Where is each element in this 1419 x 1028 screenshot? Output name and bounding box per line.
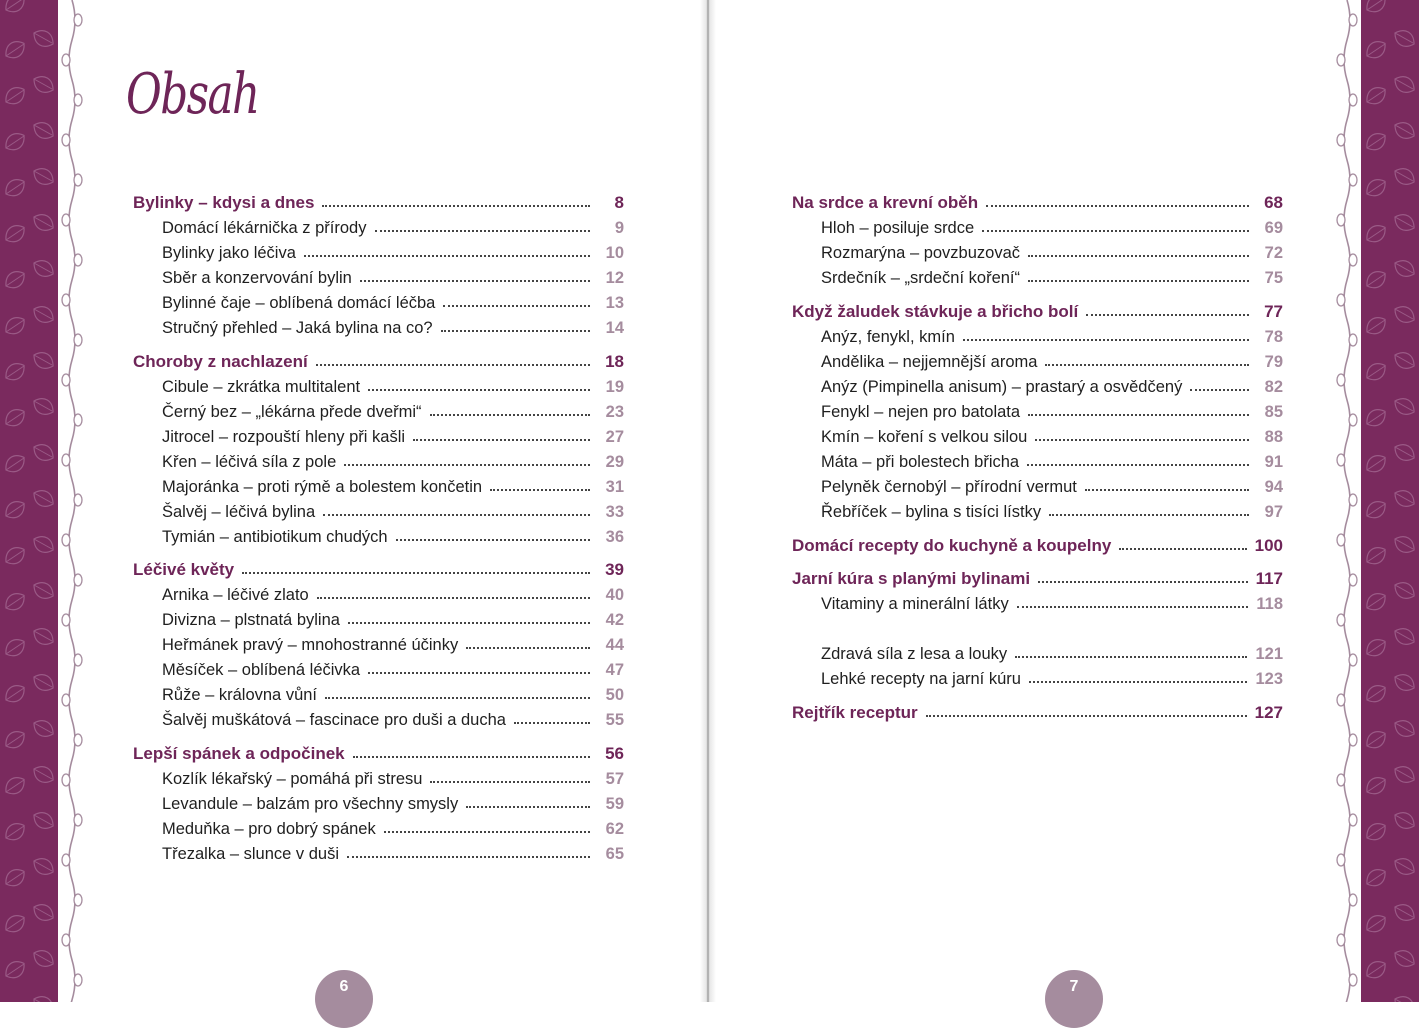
- toc-entry-label: Máta – při bolestech břicha: [821, 453, 1020, 471]
- toc-entry-page: 47: [605, 661, 624, 679]
- toc-chapter-entry: [792, 189, 1283, 213]
- dot-leader: [344, 464, 590, 466]
- toc-entry-label: Křen – léčivá síla z pole: [162, 453, 337, 471]
- toc-entry-label: Bylinky jako léčiva: [162, 244, 296, 262]
- toc-entry-label: Majoránka – proti rýmě a bolestem končetin: [162, 478, 483, 496]
- dot-leader: [1085, 489, 1249, 491]
- page-title: Obsah: [126, 62, 259, 127]
- dot-leader: [368, 672, 590, 674]
- toc-entry: [162, 264, 624, 288]
- dot-leader: [325, 697, 590, 699]
- page-number-right: 7: [1045, 970, 1103, 1028]
- dot-leader: [466, 647, 590, 649]
- toc-entry-label: Anýz (Pimpinella anisum) – prastarý a osvědčený: [821, 378, 1183, 396]
- toc-entry: [162, 214, 624, 238]
- toc-entry: [821, 323, 1283, 347]
- left-decorative-border: [0, 0, 58, 1002]
- toc-entry-label: Andělika – nejjemnější aroma: [821, 353, 1038, 371]
- toc-entry-page: 44: [605, 636, 624, 654]
- toc-entry: [821, 448, 1283, 472]
- dot-leader: [1015, 656, 1247, 658]
- toc-entry-page: 10: [605, 244, 624, 262]
- dot-leader: [1028, 414, 1249, 416]
- dot-leader: [322, 205, 590, 207]
- toc-entry-page: 100: [1254, 536, 1283, 555]
- dot-leader: [926, 715, 1247, 717]
- toc-entry: [162, 423, 624, 447]
- dot-leader: [986, 205, 1249, 207]
- toc-entry-label: Cibule – zkrátka multitalent: [162, 378, 361, 396]
- toc-entry-page: 29: [605, 453, 624, 471]
- toc-entry-page: 77: [1264, 302, 1283, 321]
- vine-ornament-icon: [1333, 0, 1361, 1002]
- dot-leader: [963, 339, 1249, 341]
- toc-entry-page: 23: [605, 403, 624, 421]
- toc-entry-label: Kmín – koření s velkou silou: [821, 428, 1028, 446]
- toc-entry-label: Divizna – plstnatá bylina: [162, 611, 340, 629]
- toc-entry-page: 50: [605, 686, 624, 704]
- dot-leader: [1027, 464, 1249, 466]
- toc-entry-page: 40: [605, 586, 624, 604]
- dot-leader: [514, 722, 590, 724]
- toc-entry-page: 94: [1264, 478, 1283, 496]
- toc-entry: [821, 348, 1283, 372]
- dot-leader: [1028, 280, 1249, 282]
- toc-entry-page: 118: [1256, 595, 1283, 613]
- page-number-left: 6: [315, 970, 373, 1028]
- toc-entry-page: 8: [614, 193, 624, 212]
- toc-entry: [162, 790, 624, 814]
- dot-leader: [1035, 439, 1249, 441]
- toc-entry-label: Srdečník – „srdeční koření“: [821, 269, 1020, 287]
- toc-entry: [162, 373, 624, 397]
- toc-entry-label: Měsíček – oblíbená léčivka: [162, 661, 361, 679]
- toc-entry-label: Tymián – antibiotikum chudých: [162, 528, 388, 546]
- toc-entry: [162, 840, 624, 864]
- dot-leader: [1038, 581, 1247, 583]
- toc-entry-label: Stručný přehled – Jaká bylina na co?: [162, 319, 433, 337]
- dot-leader: [430, 781, 590, 783]
- toc-entry-page: 27: [605, 428, 624, 446]
- toc-entry-page: 55: [605, 711, 624, 729]
- dot-leader: [1028, 255, 1249, 257]
- toc-entry-page: 56: [605, 744, 624, 763]
- toc-entry-label: Levandule – balzám pro všechny smysly: [162, 795, 459, 813]
- toc-entry-page: 33: [605, 503, 624, 521]
- toc-entry-page: 57: [605, 770, 624, 788]
- toc-entry-page: 12: [605, 269, 624, 287]
- toc-entry-page: 62: [605, 820, 624, 838]
- toc-entry: [821, 239, 1283, 263]
- toc-entry-label: Lehké recepty na jarní kúru: [821, 670, 1021, 688]
- toc-entry-label: Rejtřík receptur: [792, 703, 918, 722]
- vine-ornament-icon: [58, 0, 86, 1002]
- toc-chapter-entry: [133, 348, 624, 372]
- dot-leader: [1017, 606, 1249, 608]
- dot-leader: [323, 514, 590, 516]
- toc-entry-label: Řebříček – bylina s tisíci lístky: [821, 503, 1042, 521]
- toc-entry-label: Hloh – posiluje srdce: [821, 219, 975, 237]
- toc-entry-label: Heřmánek pravý – mnohostranné účinky: [162, 636, 459, 654]
- toc-entry-label: Arnika – léčivé zlato: [162, 586, 309, 604]
- toc-entry-label: Fenykl – nejen pro batolata: [821, 403, 1021, 421]
- toc-entry-page: 75: [1264, 269, 1283, 287]
- toc-entry-label: Jarní kúra s planými bylinami: [792, 569, 1031, 588]
- toc-entry: [821, 373, 1283, 397]
- dot-leader: [441, 330, 590, 332]
- toc-entry: [821, 665, 1283, 689]
- toc-entry: [162, 606, 624, 630]
- toc-chapter-entry: [792, 699, 1283, 723]
- toc-entry: [821, 473, 1283, 497]
- toc-entry: [162, 815, 624, 839]
- toc-entry-page: 31: [605, 478, 624, 496]
- toc-entry-label: Meduňka – pro dobrý spánek: [162, 820, 376, 838]
- toc-entry-page: 19: [605, 378, 624, 396]
- toc-entry: [821, 590, 1283, 614]
- leaf-pattern-icon: [1361, 0, 1419, 1002]
- toc-entry-label: Lepší spánek a odpočinek: [133, 744, 345, 763]
- toc-entry-page: 79: [1264, 353, 1283, 371]
- toc-entry: [162, 765, 624, 789]
- dot-leader: [1029, 681, 1248, 683]
- toc-entry: [821, 640, 1283, 664]
- leaf-pattern-icon: [0, 0, 58, 1002]
- right-decorative-border: [1361, 0, 1419, 1002]
- dot-leader: [413, 439, 590, 441]
- toc-entry: [162, 523, 624, 547]
- toc-entry-page: 88: [1264, 428, 1283, 446]
- toc-entry-page: 68: [1264, 193, 1283, 212]
- toc-entry-page: 59: [605, 795, 624, 813]
- toc-entry-label: Když žaludek stávkuje a břicho bolí: [792, 302, 1079, 321]
- toc-entry-page: 69: [1264, 219, 1283, 237]
- dot-leader: [368, 389, 590, 391]
- toc-entry: [162, 631, 624, 655]
- toc-chapter-entry: [792, 298, 1283, 322]
- toc-entry-label: Jitrocel – rozpouští hleny při kašli: [162, 428, 406, 446]
- toc-entry-page: 42: [605, 611, 624, 629]
- toc-entry-page: 72: [1264, 244, 1283, 262]
- toc-entry: [821, 214, 1283, 238]
- toc-chapter-entry: [133, 556, 624, 580]
- toc-entry-page: 85: [1264, 403, 1283, 421]
- dot-leader: [375, 230, 591, 232]
- toc-entry: [162, 581, 624, 605]
- toc-chapter-entry: [792, 565, 1283, 589]
- toc-entry: [821, 264, 1283, 288]
- dot-leader: [430, 414, 590, 416]
- toc-entry-page: 39: [605, 560, 624, 579]
- toc-entry-label: Domácí lékárnička z přírody: [162, 219, 367, 237]
- toc-entry-page: 65: [605, 845, 624, 863]
- dot-leader: [360, 280, 590, 282]
- toc-entry-page: 97: [1264, 503, 1283, 521]
- toc-entry: [162, 239, 624, 263]
- dot-leader: [384, 831, 590, 833]
- toc-entry-page: 36: [605, 528, 624, 546]
- dot-leader: [396, 539, 590, 541]
- dot-leader: [1119, 548, 1246, 550]
- book-gutter: [700, 0, 716, 1002]
- toc-entry-page: 78: [1264, 328, 1283, 346]
- toc-entry-page: 117: [1255, 569, 1283, 588]
- toc-entry-page: 18: [605, 352, 624, 371]
- toc-entry-label: Rozmarýna – povzbuzovač: [821, 244, 1021, 262]
- toc-entry-label: Šalvěj – léčivá bylina: [162, 503, 316, 521]
- toc-entry-label: Anýz, fenykl, kmín: [821, 328, 955, 346]
- toc-entry-label: Na srdce a krevní oběh: [792, 193, 979, 212]
- dot-leader: [347, 856, 590, 858]
- toc-entry: [162, 656, 624, 680]
- toc-entry-page: 14: [605, 319, 624, 337]
- toc-chapter-entry: [792, 532, 1283, 556]
- toc-entry-label: Pelyněk černobýl – přírodní vermut: [821, 478, 1077, 496]
- toc-entry-label: Kozlík lékařský – pomáhá při stresu: [162, 770, 423, 788]
- toc-entry-label: Vitaminy a minerální látky: [821, 595, 1009, 613]
- toc-entry-label: Bylinky – kdysi a dnes: [133, 193, 315, 212]
- toc-entry-label: Růže – královna vůní: [162, 686, 318, 704]
- toc-chapter-entry: [133, 189, 624, 213]
- toc-entry-label: Třezalka – slunce v duši: [162, 845, 339, 863]
- toc-entry-label: Šalvěj muškátová – fascinace pro duši a ducha: [162, 711, 506, 729]
- toc-entry: [821, 398, 1283, 422]
- toc-entry-label: Černý bez – „lékárna přede dveřmi“: [162, 403, 422, 421]
- dot-leader: [348, 622, 590, 624]
- dot-leader: [353, 756, 590, 758]
- dot-leader: [443, 305, 590, 307]
- toc-entry: [162, 314, 624, 338]
- toc-entry: [162, 289, 624, 313]
- dot-leader: [1086, 314, 1249, 316]
- toc-entry-page: 121: [1255, 645, 1283, 663]
- dot-leader: [490, 489, 590, 491]
- toc-entry-page: 127: [1254, 703, 1283, 722]
- toc-entry: [162, 498, 624, 522]
- toc-entry-page: 91: [1264, 453, 1283, 471]
- toc-entry-label: Zdravá síla z lesa a louky: [821, 645, 1008, 663]
- dot-leader: [1190, 389, 1249, 391]
- toc-entry: [821, 498, 1283, 522]
- toc-entry: [821, 423, 1283, 447]
- toc-entry: [162, 706, 624, 730]
- toc-entry-label: Léčivé květy: [133, 560, 235, 579]
- toc-entry-label: Domácí recepty do kuchyně a koupelny: [792, 536, 1112, 555]
- toc-entry-page: 82: [1264, 378, 1283, 396]
- dot-leader: [317, 597, 590, 599]
- dot-leader: [1049, 514, 1249, 516]
- dot-leader: [1045, 364, 1249, 366]
- dot-leader: [242, 572, 590, 574]
- toc-entry: [162, 398, 624, 422]
- dot-leader: [304, 255, 590, 257]
- toc-entry-label: Choroby z nachlazení: [133, 352, 308, 371]
- toc-entry-page: 13: [605, 294, 624, 312]
- dot-leader: [466, 806, 590, 808]
- toc-entry: [162, 448, 624, 472]
- toc-entry: [162, 681, 624, 705]
- toc-entry: [162, 473, 624, 497]
- toc-entry-label: Bylinné čaje – oblíbená domácí léčba: [162, 294, 436, 312]
- dot-leader: [316, 364, 590, 366]
- toc-entry-page: 123: [1255, 670, 1283, 688]
- toc-entry-label: Sběr a konzervování bylin: [162, 269, 352, 287]
- toc-chapter-entry: [133, 740, 624, 764]
- dot-leader: [982, 230, 1249, 232]
- toc-entry-page: 9: [614, 219, 624, 237]
